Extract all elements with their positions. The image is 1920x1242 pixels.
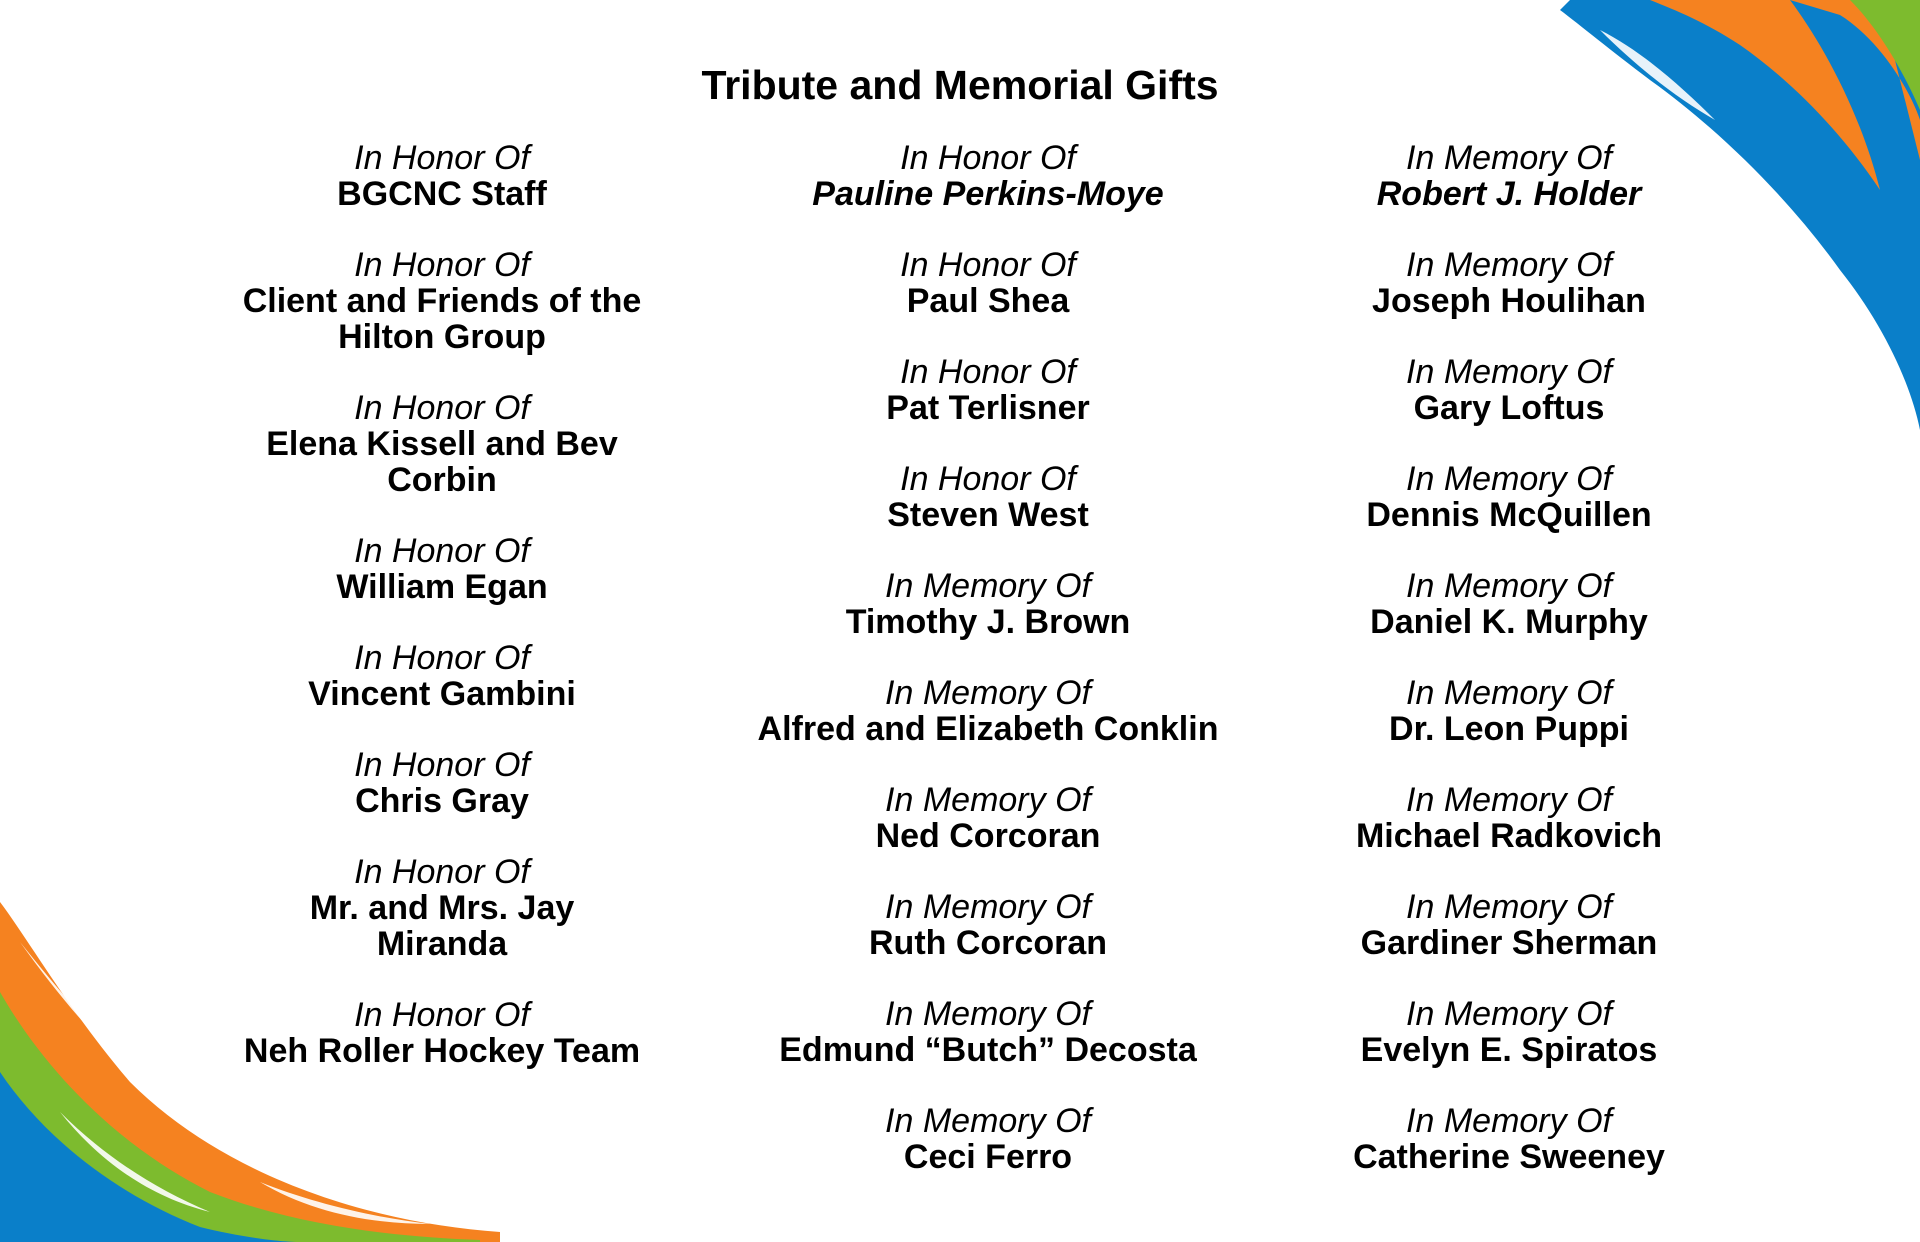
tribute-entry [152, 997, 732, 1069]
tribute-honoree-name: Michael Radkovich [1355, 817, 1663, 855]
page-title: Tribute and Memorial Gifts [701, 62, 1219, 108]
tribute-honoree-name: Dennis McQuillen [1366, 496, 1652, 534]
tribute-type-label: In Honor Of [354, 532, 530, 570]
tribute-entry [698, 996, 1278, 1068]
tribute-type-label: In Memory Of [1406, 567, 1612, 605]
tribute-type-label: In Honor Of [354, 246, 530, 284]
tribute-type-label: In Memory Of [885, 1102, 1091, 1140]
tribute-entry [152, 747, 732, 819]
tribute-entry [1219, 782, 1799, 854]
tribute-honoree-name: Gardiner Sherman [1360, 924, 1658, 962]
tribute-entry [698, 675, 1278, 747]
column-memory-right [1219, 140, 1799, 1210]
tribute-type-label: In Honor Of [354, 996, 530, 1034]
tribute-honoree-name: Ruth Corcoran [869, 924, 1107, 962]
tribute-type-label: In Memory Of [1406, 353, 1612, 391]
tribute-honoree-name: Daniel K. Murphy [1370, 603, 1648, 641]
tribute-type-label: In Memory Of [885, 567, 1091, 605]
tribute-honoree-name: Elena Kissell and Bev Corbin [266, 425, 618, 499]
tribute-entry [1219, 354, 1799, 426]
tribute-entry [152, 140, 732, 212]
tribute-type-label: In Memory Of [1406, 1102, 1612, 1140]
tribute-type-label: In Honor Of [900, 246, 1076, 284]
tribute-type-label: In Memory Of [1406, 674, 1612, 712]
tribute-entry [1219, 889, 1799, 961]
tribute-type-label: In Memory Of [1406, 139, 1612, 177]
tribute-entry [1219, 247, 1799, 319]
tribute-type-label: In Honor Of [900, 139, 1076, 177]
tribute-entry [152, 533, 732, 605]
tribute-entry [1219, 140, 1799, 212]
tribute-type-label: In Honor Of [900, 353, 1076, 391]
tribute-honoree-name: Chris Gray [355, 782, 529, 820]
tribute-honoree-name: Steven West [887, 496, 1089, 534]
tribute-type-label: In Memory Of [1406, 995, 1612, 1033]
tribute-entry [1219, 568, 1799, 640]
tribute-entry [1219, 1103, 1799, 1175]
tribute-entry [698, 140, 1278, 212]
tribute-honoree-name: Gary Loftus [1413, 389, 1605, 427]
tribute-entry [152, 390, 732, 498]
tribute-honoree-name: Client and Friends of the Hilton Group [242, 282, 642, 356]
tribute-honoree-name: Edmund “Butch” Decosta [779, 1031, 1197, 1069]
tribute-honoree-name: Timothy J. Brown [845, 603, 1131, 641]
tribute-entry [698, 568, 1278, 640]
tribute-type-label: In Memory Of [1406, 781, 1612, 819]
tribute-honoree-name: Vincent Gambini [308, 675, 576, 713]
tribute-entry [1219, 996, 1799, 1068]
tribute-type-label: In Memory Of [885, 888, 1091, 926]
tribute-honoree-name: William Egan [336, 568, 548, 606]
tribute-honoree-name: Catherine Sweeney [1353, 1138, 1665, 1176]
tribute-type-label: In Honor Of [900, 460, 1076, 498]
tribute-honoree-name: Evelyn E. Spiratos [1360, 1031, 1658, 1069]
tribute-entry [698, 247, 1278, 319]
tribute-honoree-name: Pauline Perkins-Moye [812, 175, 1164, 213]
tribute-entry [152, 854, 732, 962]
tribute-entry [698, 782, 1278, 854]
tribute-honoree-name: Joseph Houlihan [1372, 282, 1646, 320]
tribute-type-label: In Memory Of [1406, 888, 1612, 926]
tribute-entry [152, 640, 732, 712]
tribute-type-label: In Memory Of [1406, 460, 1612, 498]
tribute-type-label: In Honor Of [354, 639, 530, 677]
tribute-honoree-name: Pat Terlisner [886, 389, 1090, 427]
tribute-entry [1219, 461, 1799, 533]
tribute-type-label: In Honor Of [354, 746, 530, 784]
tribute-honoree-name: BGCNC Staff [337, 175, 547, 213]
tribute-entry [698, 354, 1278, 426]
tribute-entry [152, 247, 732, 355]
tribute-type-label: In Memory Of [885, 781, 1091, 819]
tribute-honoree-name: Robert J. Holder [1376, 175, 1642, 213]
tribute-honoree-name: Alfred and Elizabeth Conklin [757, 710, 1219, 748]
tribute-honoree-name: Ned Corcoran [875, 817, 1101, 855]
tribute-entry [698, 1103, 1278, 1175]
tribute-type-label: In Memory Of [885, 674, 1091, 712]
tribute-entry [698, 461, 1278, 533]
column-center [698, 140, 1278, 1210]
tribute-honoree-name: Mr. and Mrs. Jay Miranda [309, 889, 575, 963]
tribute-entry [1219, 675, 1799, 747]
tribute-type-label: In Honor Of [354, 139, 530, 177]
tribute-type-label: In Memory Of [885, 995, 1091, 1033]
column-honor-left [152, 140, 732, 1104]
tribute-type-label: In Honor Of [354, 389, 530, 427]
tribute-type-label: In Honor Of [354, 853, 530, 891]
tribute-honoree-name: Paul Shea [906, 282, 1070, 320]
tribute-honoree-name: Ceci Ferro [903, 1138, 1073, 1176]
tribute-type-label: In Memory Of [1406, 246, 1612, 284]
tribute-entry [698, 889, 1278, 961]
tribute-honoree-name: Neh Roller Hockey Team [243, 1032, 641, 1070]
tribute-honoree-name: Dr. Leon Puppi [1389, 710, 1629, 748]
